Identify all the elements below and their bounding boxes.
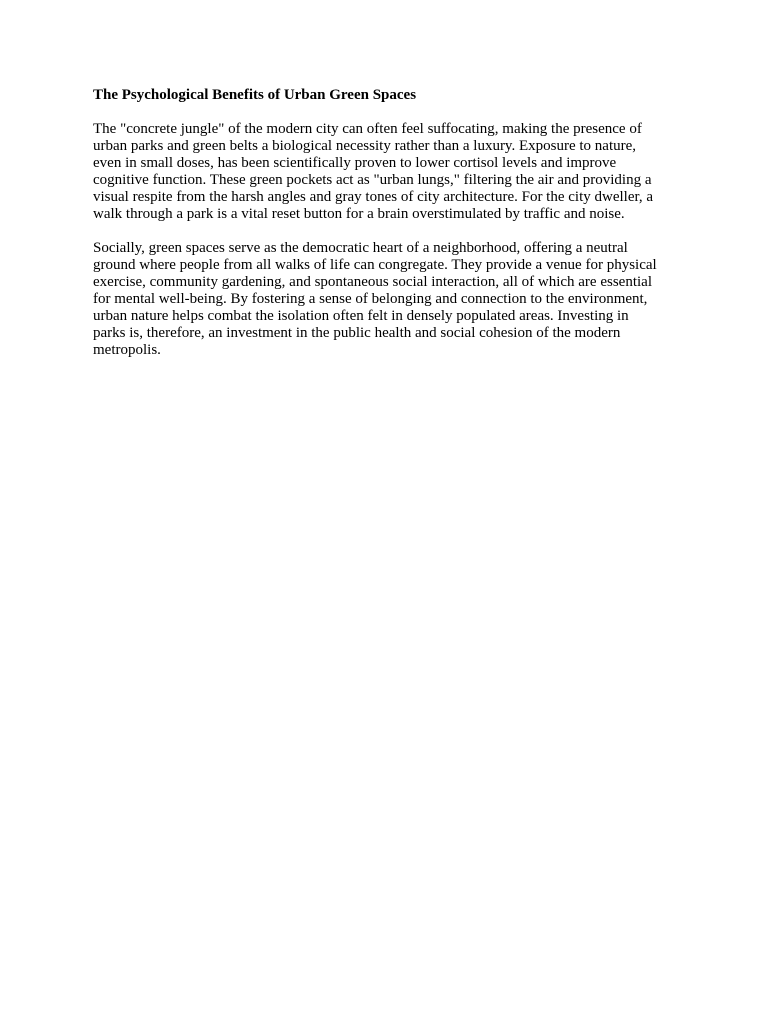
document-title: The Psychological Benefits of Urban Green Spaces — [93, 87, 417, 103]
paragraph-1 — [93, 121, 683, 223]
paragraph-line: ground where people from all walks of life can congregate. They provide a venue for physical — [93, 257, 657, 273]
paragraph-line: The "concrete jungle" of the modern city can often feel suffocating, making the presence of — [93, 121, 642, 137]
paragraph-line: Socially, green spaces serve as the democratic heart of a neighborhood, offering a neutral — [93, 240, 628, 256]
paragraph-line: metropolis. — [93, 342, 161, 358]
paragraph-line: exercise, community gardening, and spontaneous social interaction, all of which are essential — [93, 274, 652, 290]
paragraph-line: urban nature helps combat the isolation often felt in densely populated areas. Investing in — [93, 308, 629, 324]
paragraph-line: parks is, therefore, an investment in the public health and social cohesion of the modern — [93, 325, 621, 341]
document-page — [93, 87, 683, 376]
paragraph-2 — [93, 240, 683, 359]
paragraph-line: walk through a park is a vital reset button for a brain overstimulated by traffic and noise. — [93, 206, 625, 222]
paragraph-line: cognitive function. These green pockets act as "urban lungs," filtering the air and providing a — [93, 172, 652, 188]
paragraph-line: urban parks and green belts a biological necessity rather than a luxury. Exposure to nature, — [93, 138, 637, 154]
paragraph-line: even in small doses, has been scientifically proven to lower cortisol levels and improve — [93, 155, 617, 171]
paragraph-line: visual respite from the harsh angles and gray tones of city architecture. For the city dweller, a — [93, 189, 654, 205]
paragraph-line: for mental well-being. By fostering a sense of belonging and connection to the environment, — [93, 291, 648, 307]
